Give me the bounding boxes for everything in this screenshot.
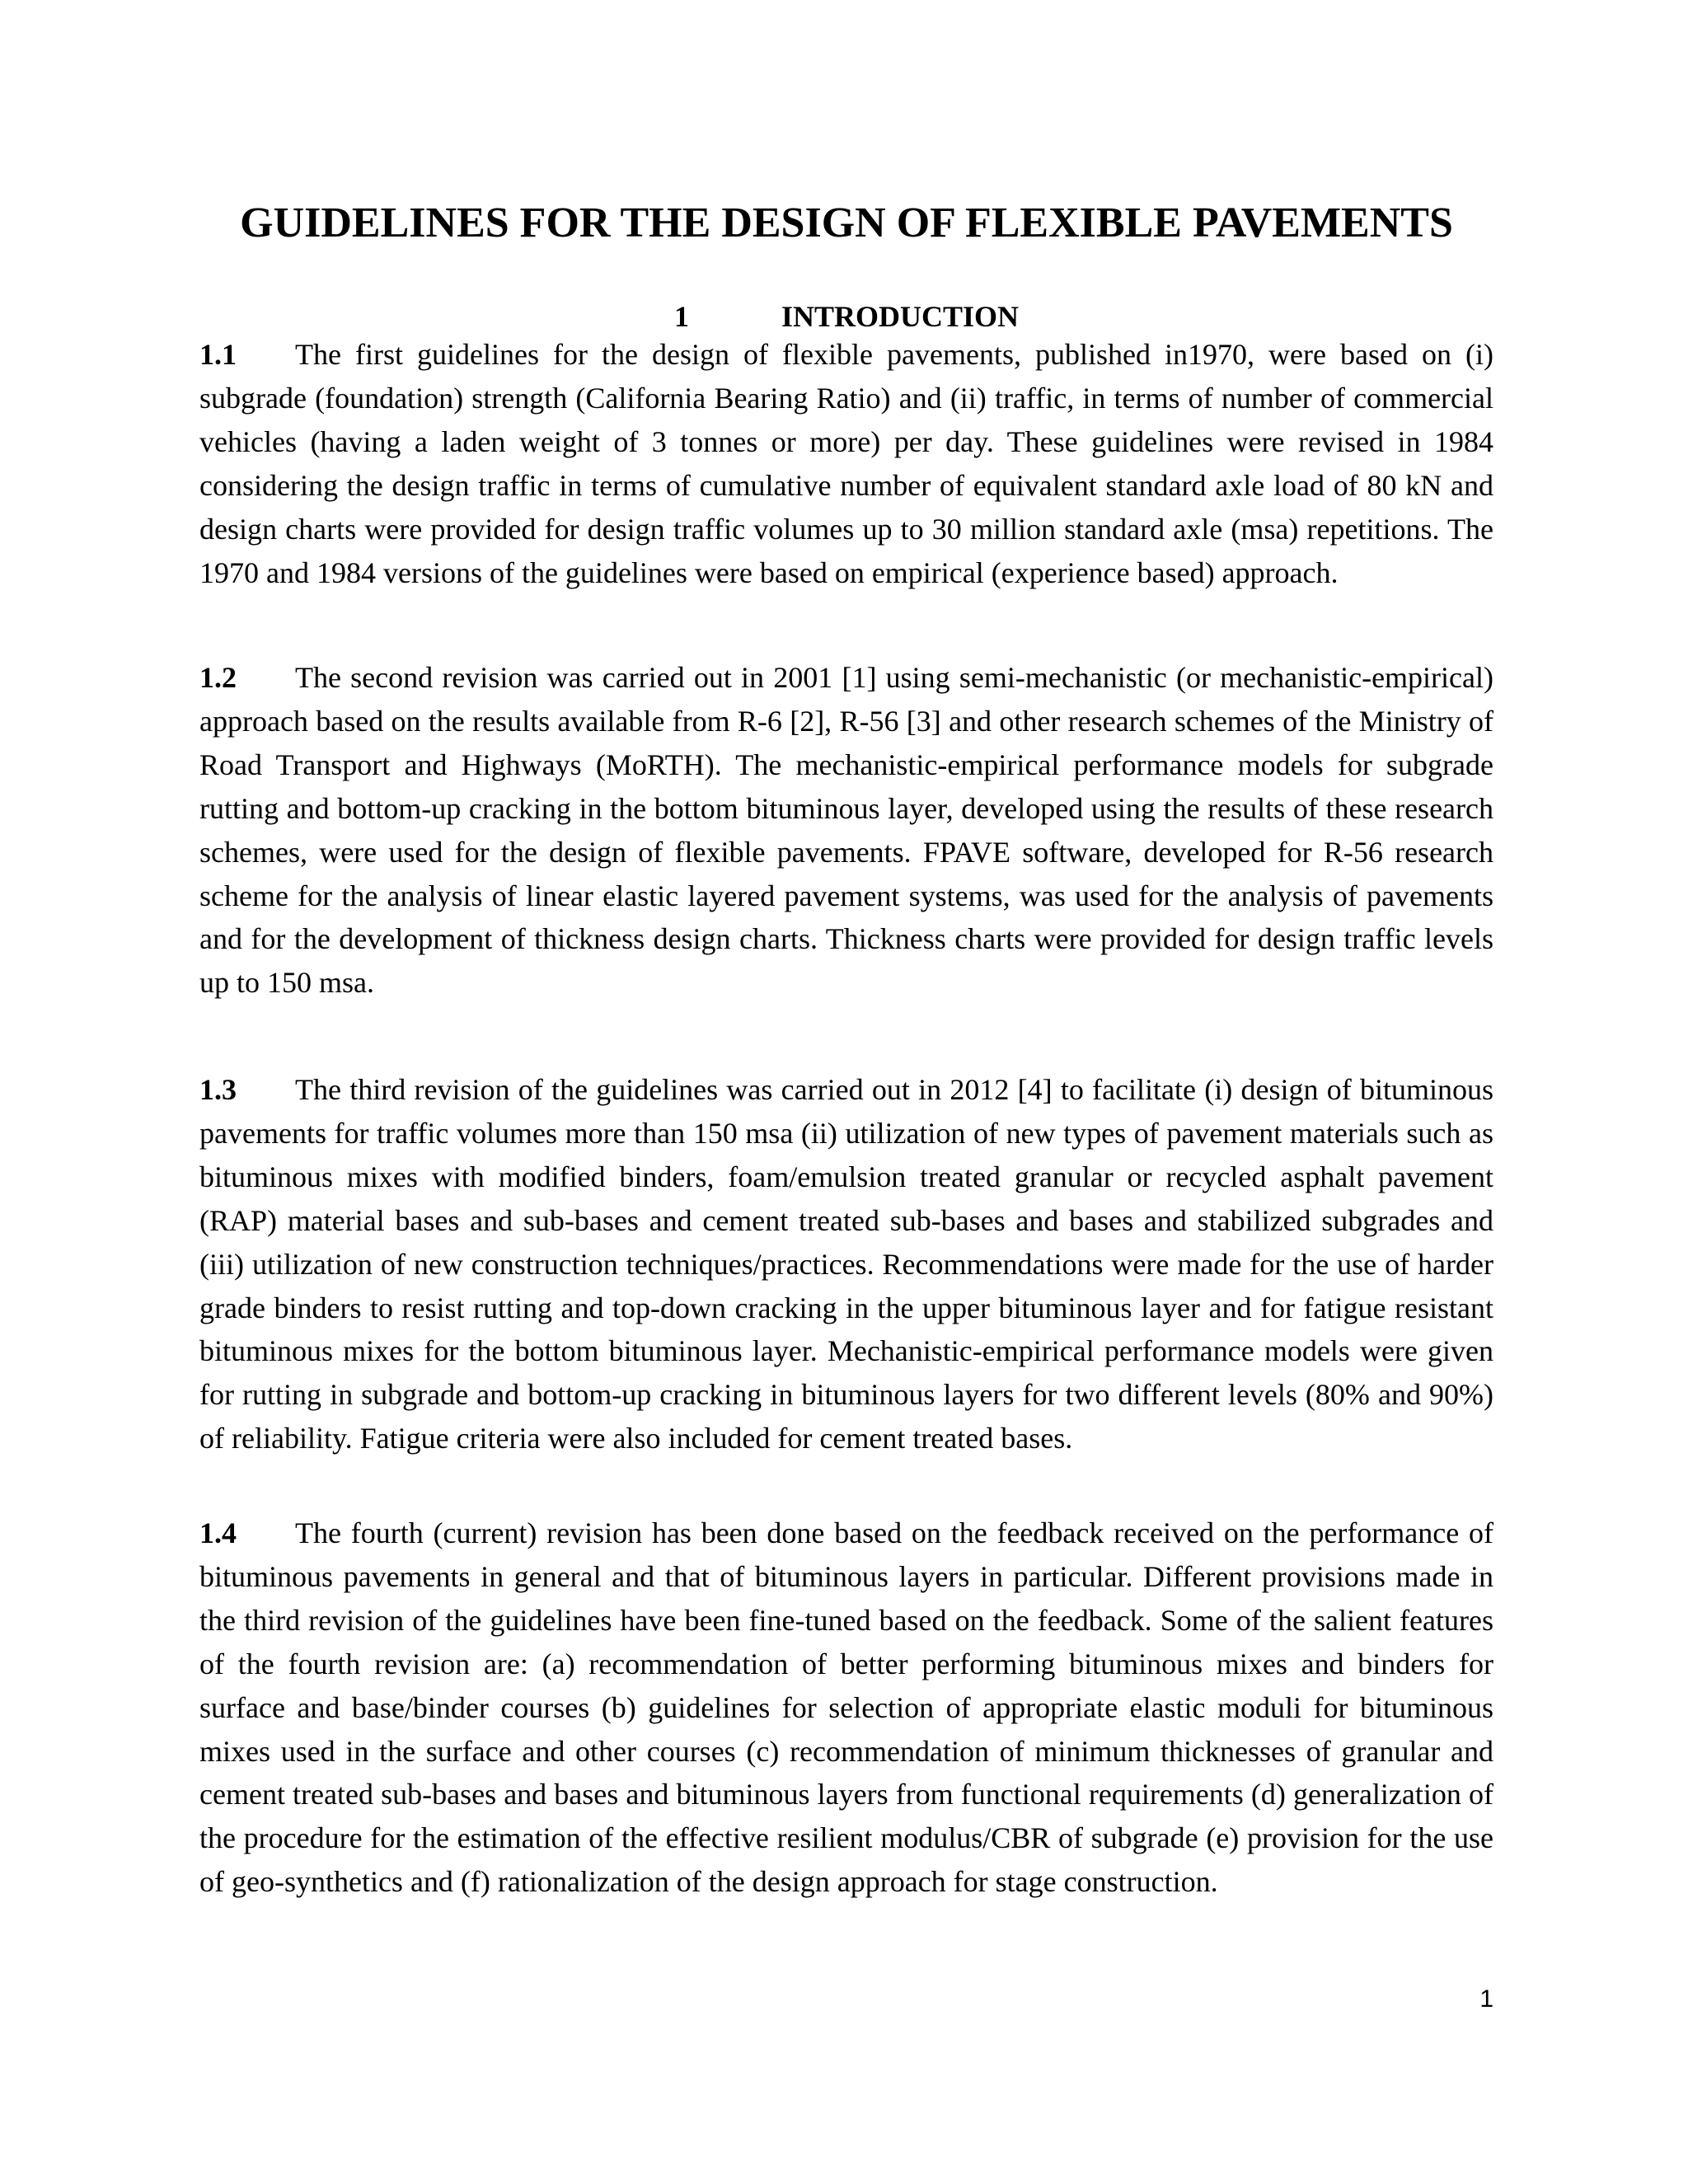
page-number: 1 xyxy=(1479,1985,1493,2013)
paragraph-1-3 xyxy=(199,1068,1493,1460)
paragraph-number: 1.4 xyxy=(199,1516,237,1549)
paragraph-number: 1.2 xyxy=(199,661,237,694)
section-title: INTRODUCTION xyxy=(781,300,1020,333)
paragraph-text: The first guidelines for the design of flexible pavements, published in1970, were based on (i) subgrade (foundation) strength (California Bearing Ratio) and (ii) traffic, in terms of number of commercial vehicles (having a laden weight of 3 tonnes or more) per day. These guidelines were revised in 1984 considering the design traffic in terms of cumulative number of equivalent standard axle load of 80 kN and design charts were provided for design traffic volumes up to 30 million standard axle (msa) repetitions. The 1970 and 1984 versions of the guidelines were based on empirical (experience based) approach. xyxy=(199,338,1493,589)
paragraph-1-2 xyxy=(199,656,1493,1005)
paragraph-1-1 xyxy=(199,333,1493,594)
paragraph-number: 1.3 xyxy=(199,1073,237,1106)
paragraph-number: 1.1 xyxy=(199,338,237,371)
paragraph-text: The second revision was carried out in 2001 [1] using semi-mechanistic (or mechanistic-empirical) approach based on the results available from R-6 [2], R-56 [3] and other research schemes of the Ministry of Road Transport and Highways (MoRTH). The mechanistic-empirical performance models for subgrade rutting and bottom-up cracking in the bottom bituminous layer, developed using the results of these research schemes, were used for the design of flexible pavements. FPAVE software, developed for R-56 research scheme for the analysis of linear elastic layered pavement systems, was used for the analysis of pavements and for the development of thickness design charts. Thickness charts were provided for design traffic levels up to 150 msa. xyxy=(199,661,1493,1000)
section-heading xyxy=(199,297,1493,336)
document-page xyxy=(199,0,1493,2184)
paragraph-text: The third revision of the guidelines was carried out in 2012 [4] to facilitate (i) design of bituminous pavements for traffic volumes more than 150 msa (ii) utilization of new types of pavement materials such as bituminous mixes with modified binders, foam/emulsion treated granular or recycled asphalt pavement (RAP) material bases and sub-bases and cement treated sub-bases and bases and stabilized subgrades and (iii) utilization of new construction techniques/practices. Recommendations were made for the use of harder grade binders to resist rutting and top-down cracking in the upper bituminous layer and for fatigue resistant bituminous mixes for the bottom bituminous layer. Mechanistic-empirical performance models were given for rutting in subgrade and bottom-up cracking in bituminous layers for two different levels (80% and 90%) of reliability. Fatigue criteria were also included for cement treated bases. xyxy=(199,1073,1493,1455)
section-number: 1 xyxy=(673,300,689,333)
paragraph-text: The fourth (current) revision has been done based on the feedback received on the performance of bituminous pavements in general and that of bituminous layers in particular. Different provisions made in the third revision of the guidelines have been fine-tuned based on the feedback. Some of the salient features of the fourth revision are: (a) recommendation of better performing bituminous mixes and binders for surface and base/binder courses (b) guidelines for selection of appropriate elastic moduli for bituminous mixes used in the surface and other courses (c) recommendation of minimum thicknesses of granular and cement treated sub-bases and bases and bituminous layers from functional requirements (d) generalization of the procedure for the estimation of the effective resilient modulus/CBR of subgrade (e) provision for the use of geo-synthetics and (f) rationalization of the design approach for stage construction. xyxy=(199,1516,1493,1899)
paragraph-1-4 xyxy=(199,1511,1493,1904)
document-title: GUIDELINES FOR THE DESIGN OF FLEXIBLE PAVEMENTS xyxy=(240,199,1453,246)
